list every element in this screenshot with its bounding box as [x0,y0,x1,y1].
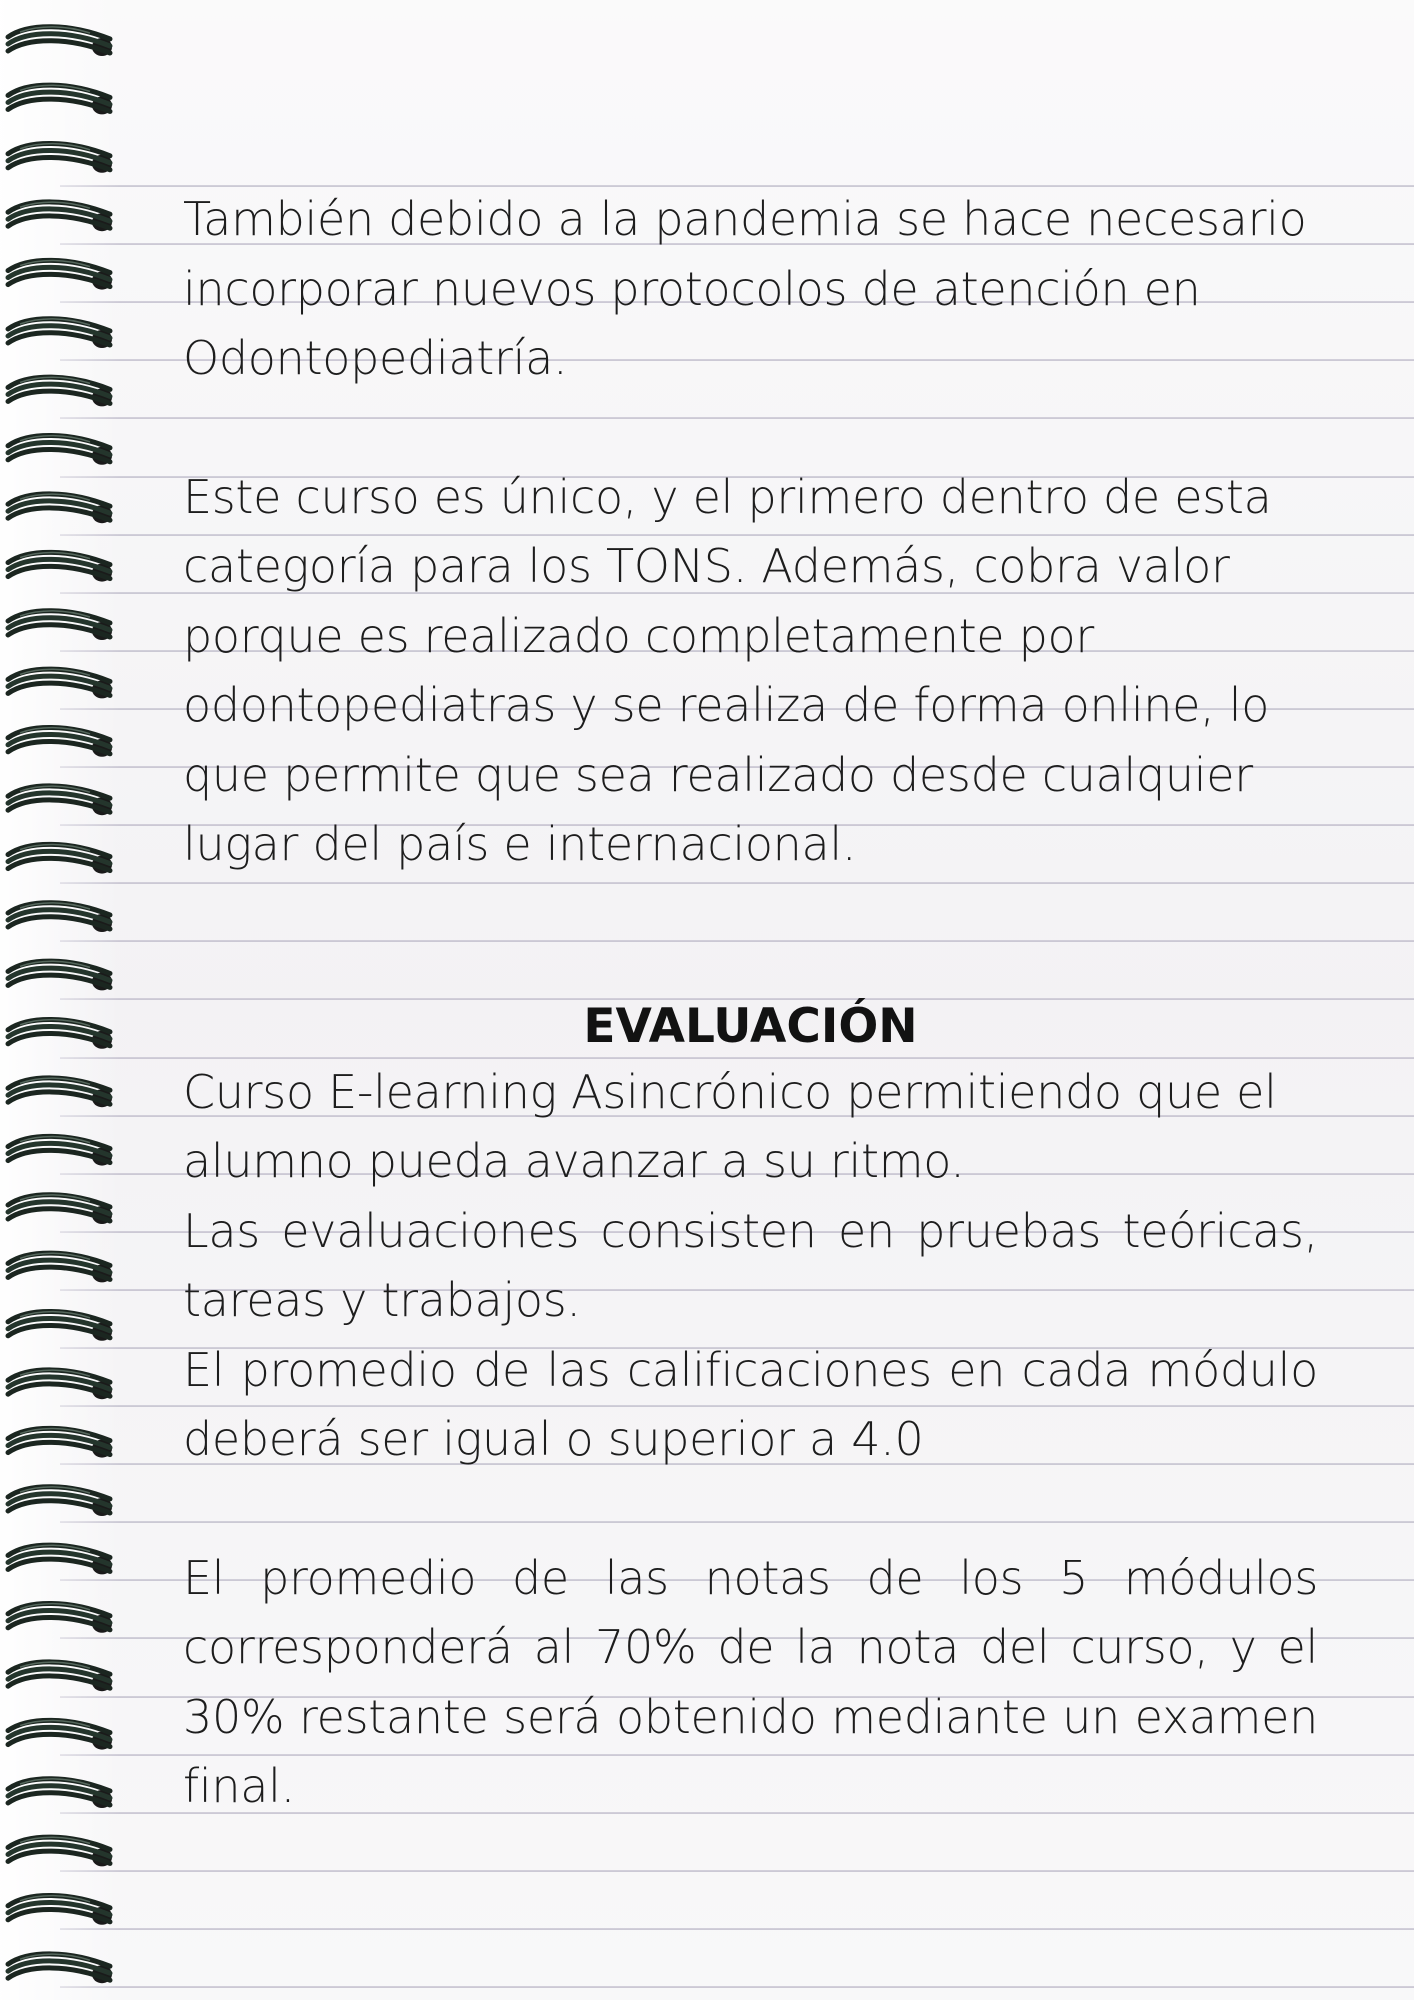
spiral-coil-icon [8,903,112,932]
spiral-coil-icon [8,319,112,348]
spiral-coil-icon [8,436,112,465]
page-content [183,185,1318,1822]
ruled-line [60,1928,1414,1930]
spiral-coil-icon [8,1720,112,1749]
spiral-coil-icon [8,1954,112,1983]
intro-paragraph: También debido a la pandemia se hace necesario incorporar nuevos protocolos de atención en Odontopediatría. [183,192,1307,385]
spiral-coil-icon [8,1662,112,1691]
spiral-binding-icon [0,0,130,2000]
spiral-coil-icon [8,1078,112,1107]
spiral-coil-icon [8,27,112,56]
spiral-coil-icon [8,1837,112,1866]
spiral-coil-icon [8,611,112,640]
ruled-line [60,1986,1414,1988]
evaluation-line-average: El promedio de las calificaciones en cada módulo deberá ser igual o superior a 4.0 [183,1342,1318,1466]
spiral-coil-icon [8,961,112,990]
spiral-coil-icon [8,844,112,873]
spiral-coil-icon [8,1779,112,1808]
spiral-coil-icon [8,786,112,815]
spiral-coil-icon [8,1253,112,1282]
spiral-coil-icon [8,1896,112,1925]
evaluation-line-tests: Las evaluaciones consisten en pruebas teóricas, tareas y trabajos. [183,1203,1318,1327]
spiral-coil-icon [8,1545,112,1574]
spiral-coil-icon [8,1020,112,1049]
spiral-coil-icon [8,202,112,231]
spiral-coil-icon [8,1428,112,1457]
course-paragraph: Este curso es único, y el primero dentro de esta categoría para los TONS. Además, cobra valor porque es realizado completamente por odontopediatras y se realiza de forma online, lo que permite que sea realizado desde cualquier lugar del país e internacional. [183,469,1272,871]
spiral-coil-icon [8,1604,112,1633]
spiral-coil-icon [8,1312,112,1341]
evaluation-heading: EVALUACIÓN [583,998,918,1054]
spiral-coil-icon [8,85,112,114]
evaluation-line-elearning: Curso E-learning Asincrónico permitiendo que el alumno pueda avanzar a su ritmo. [183,1064,1277,1188]
spiral-coil-icon [8,552,112,581]
spiral-coil-icon [8,669,112,698]
final-note-paragraph: El promedio de las notas de los 5 módulos corresponderá al 70% de la nota del curso, y el 30% restante será obtenido mediante un examen final. [183,1550,1318,1813]
ruled-line [60,1870,1414,1872]
spiral-coil-icon [8,377,112,406]
spiral-coil-icon [8,144,112,173]
spiral-coil-icon [8,494,112,523]
spiral-coil-icon [8,1487,112,1516]
spiral-coil-icon [8,1136,112,1165]
spiral-coil-icon [8,1195,112,1224]
spiral-coil-icon [8,1370,112,1399]
spiral-coil-icon [8,728,112,757]
spiral-coil-icon [8,260,112,289]
